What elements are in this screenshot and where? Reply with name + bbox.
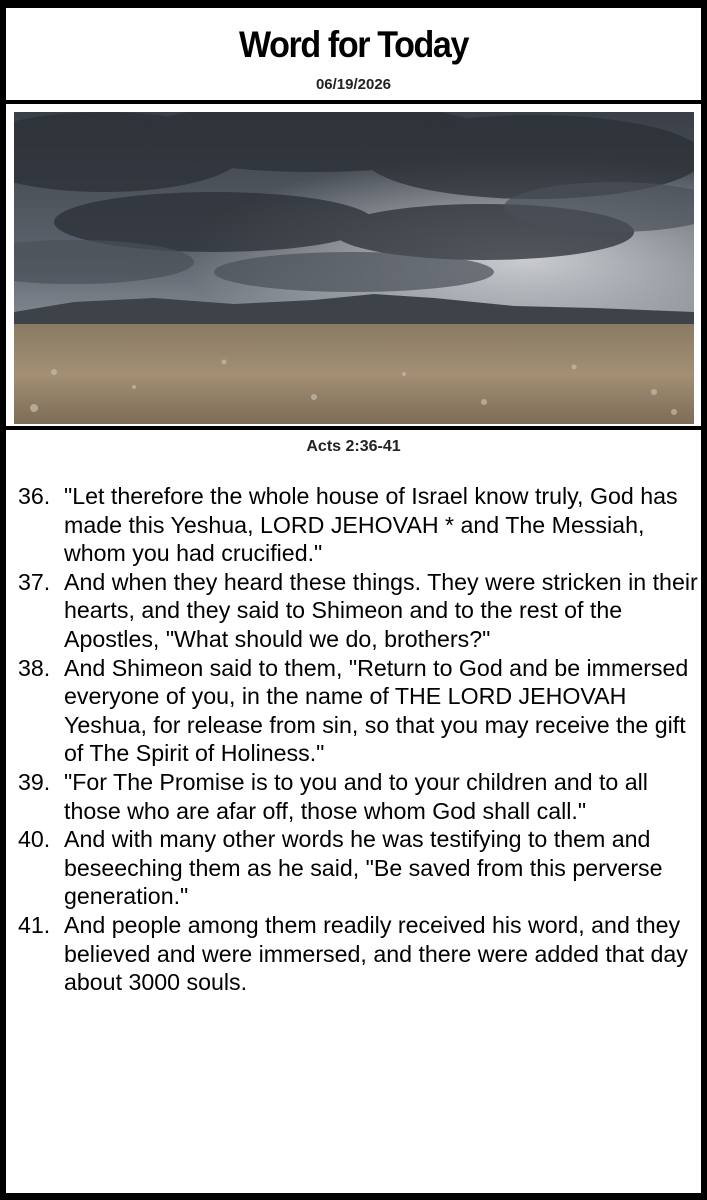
header-divider xyxy=(6,100,701,104)
verse-38 xyxy=(18,654,698,768)
page-date: 06/19/2026 xyxy=(315,76,392,93)
verse-number: 41. xyxy=(18,911,51,938)
verse-text: And Shimeon said to them, "Return to God and be immersed everyone of you, in the name of THE LORD JEHOVAH Yeshua, for release from sin, so that you may receive the gift of The Spirit of Holiness." xyxy=(64,654,689,767)
photo-divider xyxy=(6,426,701,430)
page-title: Word for Today xyxy=(238,24,469,65)
verse-number: 37. xyxy=(18,568,51,595)
page-frame xyxy=(6,8,701,1193)
header xyxy=(6,8,701,100)
verse-36 xyxy=(18,482,698,568)
verse-39 xyxy=(18,768,698,825)
verse-number: 40. xyxy=(18,826,51,853)
stormy-sky-desert-photo xyxy=(14,112,694,424)
verse-number: 38. xyxy=(18,654,51,681)
verse-text: And people among them readily received his word, and they believed and were immersed, and there were added that day about 3000 souls. xyxy=(64,911,688,996)
verse-37 xyxy=(18,568,698,654)
verse-text: "Let therefore the whole house of Israel know truly, God has made this Yeshua, LORD JEHOVAH * and The Messiah, whom you had crucified." xyxy=(64,483,678,567)
verse-number: 36. xyxy=(18,483,51,509)
verse-number: 39. xyxy=(18,768,51,795)
verse-text: And when they heard these things. They were stricken in their hearts, and they said to Shimeon and to the rest of the Apostles, "What should we do, brothers?" xyxy=(64,568,698,652)
verse-40 xyxy=(18,825,698,911)
verse-text: And with many other words he was testifying to them and beseeching them as he said, "Be saved from this perverse generation." xyxy=(64,826,663,910)
verse-text: "For The Promise is to you and to your children and to all those who are afar off, those whom God shall call." xyxy=(64,768,648,824)
verse-list xyxy=(18,482,698,997)
verse-41 xyxy=(18,911,698,997)
scripture-reference: Acts 2:36-41 xyxy=(306,438,401,455)
